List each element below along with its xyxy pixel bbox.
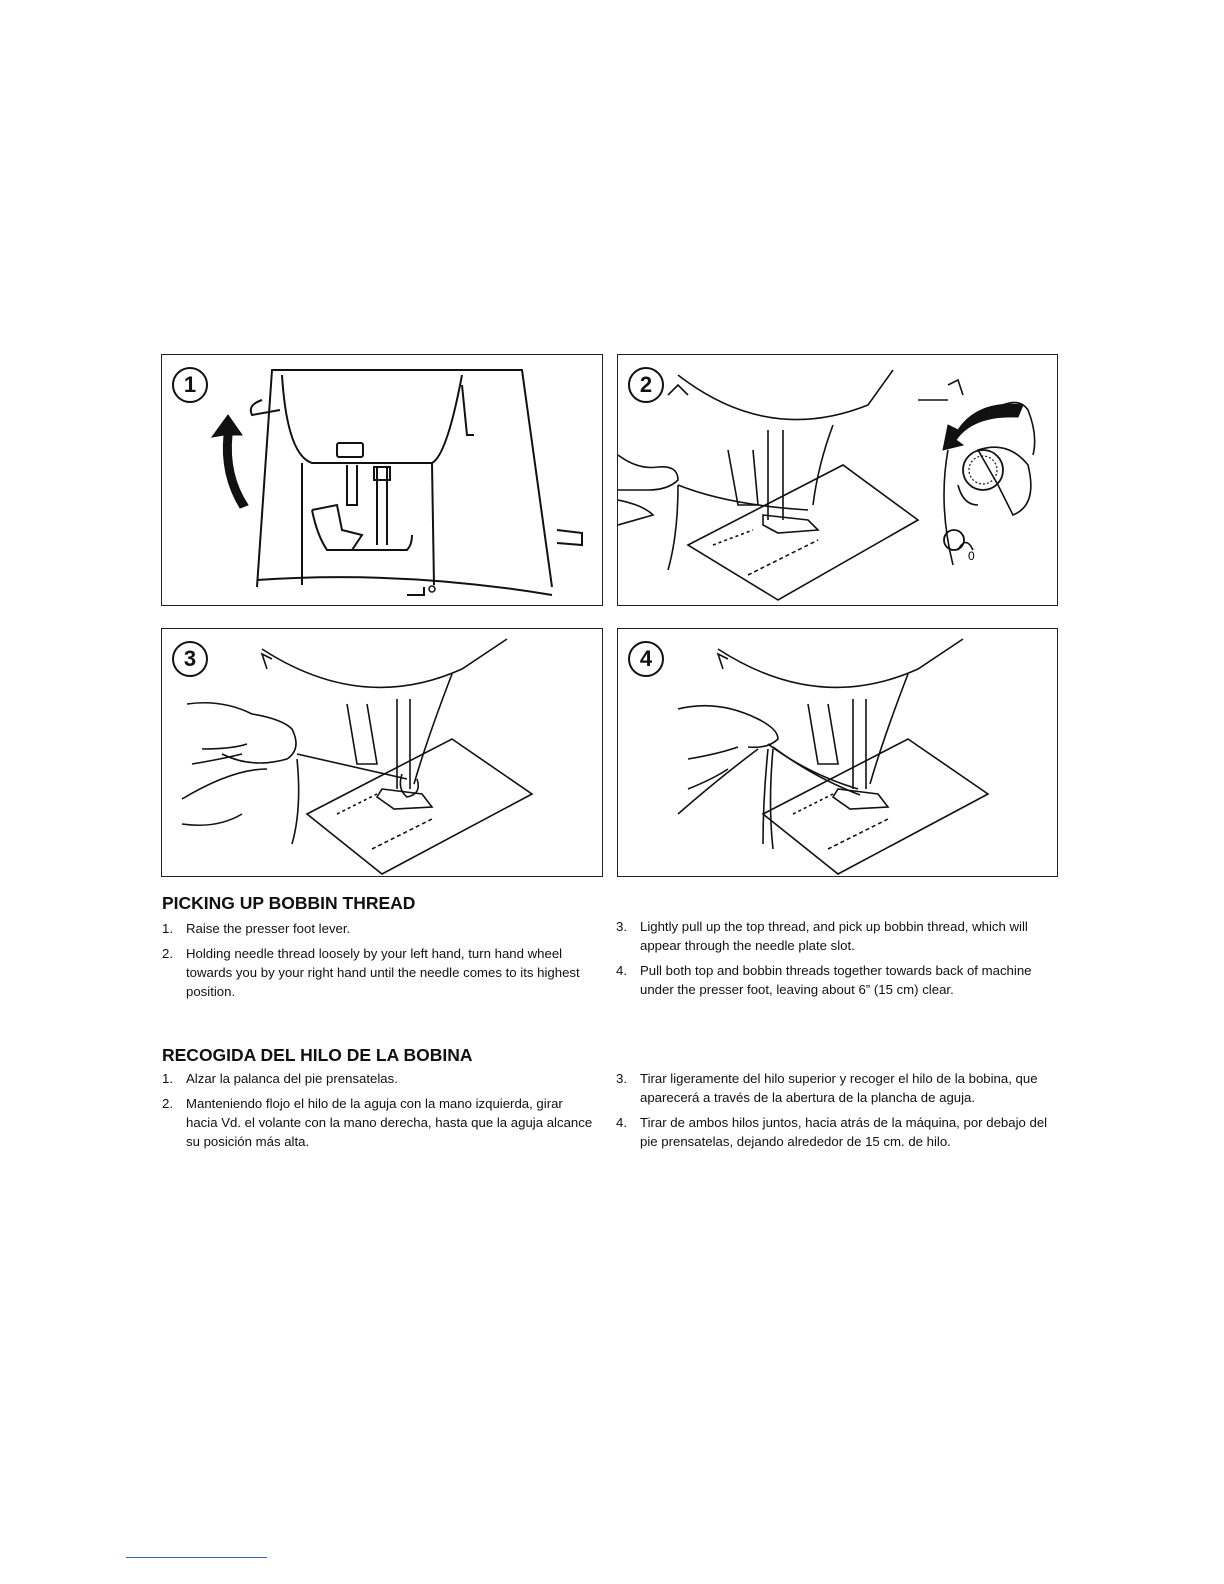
step-text: Tirar de ambos hilos juntos, hacia atrás de la máquina, por debajo del pie prensatelas, dejando alrededor de 15 cm. de hilo. (640, 1115, 1048, 1149)
section-title-english: PICKING UP BOBBIN THREAD (162, 893, 416, 913)
step-number-badge: 2 (628, 367, 664, 403)
step-text: Holding needle thread loosely by your left hand, turn hand wheel towards you by your right hand until the needle comes to its highest position. (186, 946, 580, 999)
section-title-spanish: RECOGIDA DEL HILO DE LA BOBINA (162, 1045, 473, 1065)
pick-up-thread-illustration (162, 629, 602, 876)
step-text: Pull both top and bobbin threads together towards back of machine under the presser foot, leaving about 6” (15 cm) clear. (640, 963, 1032, 997)
list-item (616, 917, 1058, 955)
illustration-step-4 (617, 628, 1058, 877)
list-item (162, 944, 597, 1001)
list-item (162, 1069, 597, 1088)
illustration-step-2 (617, 354, 1058, 606)
curved-arrow-icon (943, 404, 1023, 450)
footer-divider (126, 1557, 267, 1558)
pull-threads-back-illustration (618, 629, 1057, 876)
step-number: 3. (616, 1071, 627, 1086)
list-item (616, 1069, 1058, 1107)
presser-foot-lever-illustration (162, 355, 602, 605)
step-number-badge: 1 (172, 367, 208, 403)
list-item (162, 1094, 597, 1151)
list-item (616, 1113, 1058, 1151)
step-number: 1. (162, 1071, 173, 1086)
step-text: Raise the presser foot lever. (186, 921, 351, 936)
step-number-badge: 3 (172, 641, 208, 677)
step-number: 1. (162, 921, 173, 936)
step-number: 3. (616, 919, 627, 934)
step-number: 2. (162, 1096, 173, 1111)
english-steps-left (162, 919, 597, 1007)
step-text: Alzar la palanca del pie prensatelas. (186, 1071, 398, 1086)
step-text: Tirar ligeramente del hilo superior y recoger el hilo de la bobina, que aparecerá a través de la abertura de la plancha de aguja. (640, 1071, 1038, 1105)
step-text: Lightly pull up the top thread, and pick up bobbin thread, which will appear through the needle plate slot. (640, 919, 1028, 953)
step-number: 4. (616, 963, 627, 978)
hand-wheel-mark: 0 (968, 549, 975, 563)
hand-wheel-illustration (618, 355, 1057, 605)
spanish-steps-left (162, 1069, 597, 1157)
step-text: Manteniendo flojo el hilo de la aguja con la mano izquierda, girar hacia Vd. el volante con la mano derecha, hasta que la aguja alcance su posición más alta. (186, 1096, 593, 1149)
list-item (616, 961, 1058, 999)
illustration-step-3 (161, 628, 603, 877)
english-steps-right (616, 917, 1058, 1005)
step-number: 4. (616, 1115, 627, 1130)
step-number: 2. (162, 946, 173, 961)
illustration-step-1 (161, 354, 603, 606)
up-arrow-icon (212, 415, 248, 508)
step-number-badge: 4 (628, 641, 664, 677)
spanish-steps-right (616, 1069, 1058, 1157)
list-item (162, 919, 597, 938)
